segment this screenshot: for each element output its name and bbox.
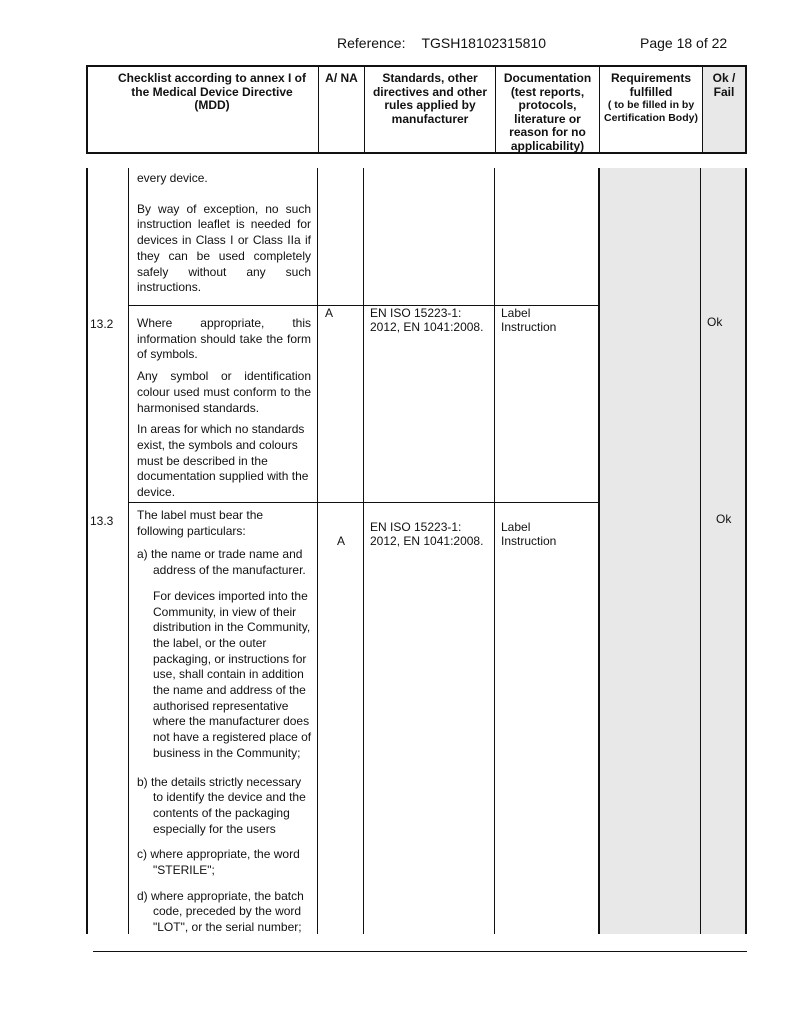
page-number: Page 18 of 22 — [640, 35, 728, 51]
row-13-3-documentation: Label Instruction — [501, 520, 557, 548]
continuation-p2: By way of exception, no such instruction leaflet is needed for devices in Class I or Class IIa if they can be used completely safely without any such instructions. — [137, 201, 311, 295]
row-13-2-standards: EN ISO 15223-1: 2012, EN 1041:2008. — [370, 306, 484, 334]
grid-line — [317, 168, 318, 934]
header-requirements-note: ( to be filled in by Certification Body) — [604, 99, 698, 124]
header-standards: Standards, other directives and other rules applied by manufacturer — [365, 67, 496, 152]
footer-rule — [93, 951, 747, 952]
row-13-3-ok: Ok — [716, 512, 732, 526]
row-13-3-standards: EN ISO 15223-1: 2012, EN 1041:2008. — [370, 520, 484, 548]
ok-column-shade — [701, 168, 745, 934]
row-13-3-number: 13.3 — [90, 514, 114, 528]
row-13-3-item-c: c) where appropriate, the word "STERILE"; — [137, 847, 300, 878]
header-requirements-title: Requirements fulfilled — [610, 71, 692, 99]
reference-label: Reference: — [337, 35, 406, 51]
grid-line — [598, 168, 600, 934]
continuation-p1: every device. — [137, 171, 208, 185]
row-13-3-text — [137, 508, 313, 944]
header-documentation: Documentation (test reports, protocols, literature or reason for no applicability) — [496, 67, 600, 152]
grid-line — [494, 168, 495, 934]
grid-line — [86, 168, 88, 934]
row-13-2-text — [137, 316, 311, 507]
header-requirements — [600, 67, 703, 152]
grid-line — [700, 168, 701, 934]
row-13-2-documentation: Label Instruction — [501, 306, 557, 334]
grid-line — [128, 168, 129, 934]
row-13-3-item-a-cont: For devices imported into the Community, in view of their distribution in the Community, the label, or the outer packaging, or instructions for use, shall contain in addition the name and address of the authorised representative where the manufacturer does not have a registered place of business in the Community; — [153, 588, 312, 760]
row-13-3-item-d: d) where appropriate, the batch code, preceded by the word "LOT", or the serial number; — [137, 888, 304, 935]
table-header — [86, 65, 747, 154]
row-13-3-item-a: a) the name or trade name and address of the manufacturer. — [137, 547, 306, 578]
row-13-2-p1: Where appropriate, this information should take the form of symbols. — [137, 316, 311, 362]
continuation-text — [137, 171, 311, 302]
row-13-3-intro: The label must bear the following particulars: — [137, 508, 264, 538]
row-13-2-p2: Any symbol or identification colour used must conform to the harmonised standards. — [137, 369, 311, 415]
grid-line — [363, 168, 364, 934]
row-13-2-number: 13.2 — [90, 317, 114, 331]
reference-value: TGSH18102315810 — [421, 35, 547, 51]
row-13-2-ok: Ok — [707, 315, 723, 329]
header-checklist: Checklist according to annex I of the Medical Device Directive (MDD) — [88, 67, 319, 152]
requirements-column-shade — [599, 168, 700, 934]
reference — [337, 35, 546, 51]
header-ok-fail: Ok / Fail — [703, 67, 745, 152]
row-13-3-a-na: A — [337, 534, 346, 548]
row-13-2-p3: In areas for which no standards exist, the symbols and colours must be described in the documentation supplied with the device. — [137, 422, 309, 500]
row-13-2-a-na: A — [325, 306, 334, 320]
row-13-3-item-b: b) the details strictly necessary to identify the device and the contents of the packaging especially for the users — [137, 774, 306, 836]
grid-line — [745, 168, 747, 934]
header-a-na: A/ NA — [319, 67, 365, 152]
